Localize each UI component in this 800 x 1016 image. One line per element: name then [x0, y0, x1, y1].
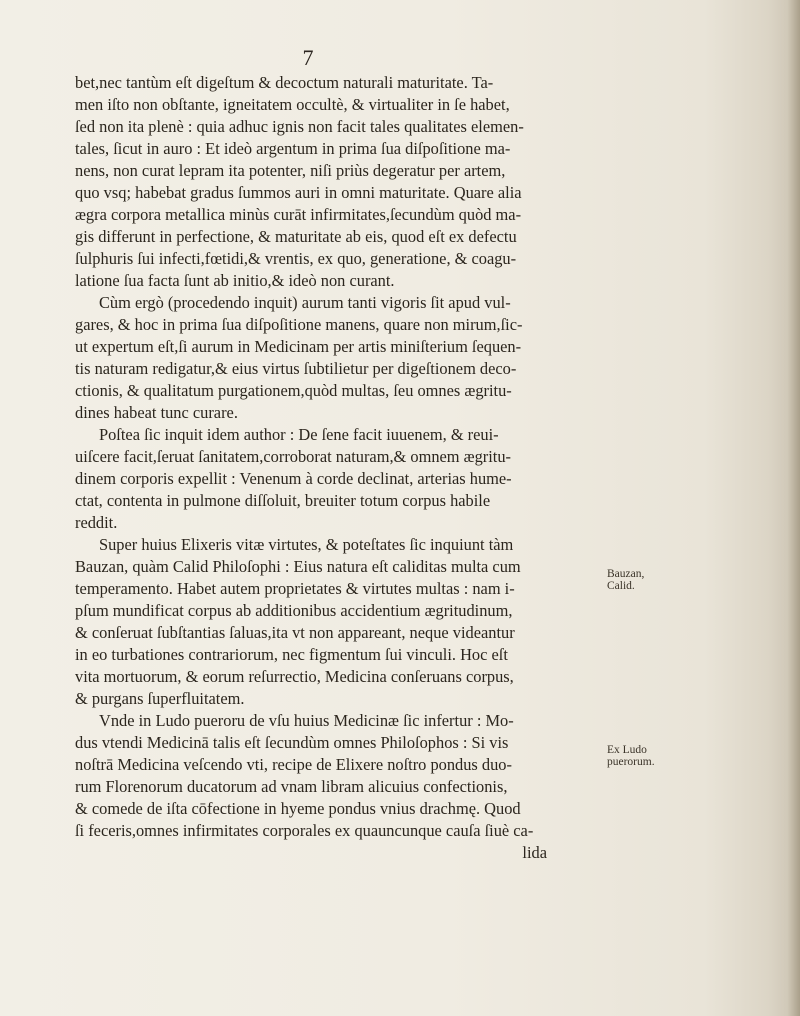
- text-line: Poſtea ſic inquit idem author : De ſene facit iuuenem, & reui-: [99, 425, 499, 444]
- text-line: Cùm ergò (procedendo inquit) aurum tanti vigoris ſit apud vul-: [99, 293, 511, 312]
- margin-note-line: puerorum.: [607, 756, 655, 768]
- text-line: Bauzan, quàm Calid Philoſophi : Eius natura eſt caliditas multa cum: [75, 557, 521, 576]
- text-line: men iſto non obſtante, igneitatem occultè, & virtualiter in ſe habet,: [75, 95, 510, 114]
- text-line: dines habeat tunc curare.: [75, 403, 238, 422]
- text-line: rum Florenorum ducatorum ad vnam libram alicuius confectionis,: [75, 777, 508, 796]
- text-line: ægra corpora metallica minùs curāt infirmitates,ſecundùm quòd ma-: [75, 205, 522, 224]
- body-text: [75, 72, 595, 864]
- page-number: 7: [302, 45, 314, 70]
- text-line: uiſcere facit,ſeruat ſanitatem,corroborat naturam,& omnem ægritu-: [75, 447, 512, 466]
- text-line: ſed non ita plenè : quia adhuc ignis non facit tales qualitates elemen-: [75, 117, 524, 136]
- text-line: tales, ſicut in auro : Et ideò argentum in prima ſua diſpoſitione ma-: [75, 139, 511, 158]
- text-line: & comede de iſta cōfectione in hyeme pondus vnius drachmę. Quod: [75, 799, 521, 818]
- catchword: lida: [522, 843, 547, 862]
- text-line: tis naturam redigatur,& eius virtus ſubtilietur per digeſtionem deco-: [75, 359, 517, 378]
- text-line: Vnde in Ludo pueroru de vſu huius Medicinæ ſic infertur : Mo-: [99, 711, 514, 730]
- text-line: quo vsq; habebat gradus ſummos auri in omni maturitate. Quare alia: [75, 183, 522, 202]
- text-line: ctionis, & qualitatum purgationem,quòd multas, ſeu omnes ægritu-: [75, 381, 512, 400]
- text-line: latione ſua facta ſunt ab initio,& ideò non curant.: [75, 271, 395, 290]
- text-line: gares, & hoc in prima ſua diſpoſitione manens, quare non mirum,ſic-: [75, 315, 523, 334]
- margin-note-line: Ex Ludo: [607, 744, 647, 756]
- margin-note-line: Bauzan,: [607, 568, 645, 580]
- text-line: reddit.: [75, 513, 118, 532]
- text-line: ut expertum eſt,ſi aurum in Medicinam per artis miniſterium ſequen-: [75, 337, 522, 356]
- margin-note-line: Calid.: [607, 580, 635, 592]
- text-line: ctat, contenta in pulmone diſſoluit, breuiter totum corpus habile: [75, 491, 491, 510]
- text-line: temperamento. Habet autem proprietates & virtutes multas : nam i-: [75, 579, 515, 598]
- margin-note-bauzan: [607, 568, 687, 592]
- page-edge: [788, 0, 800, 1016]
- text-line: gis differunt in perfectione, & maturitate ab eis, quod eſt ex defectu: [75, 227, 517, 246]
- text-line: dinem corporis expellit : Venenum à corde declinat, arterias hume-: [75, 469, 512, 488]
- text-line: & purgans ſuperfluitatem.: [75, 689, 245, 708]
- text-line: & conſeruat ſubſtantias ſaluas,ita vt non appareant, neque videantur: [75, 623, 515, 642]
- text-line: vita mortuorum, & eorum reſurrectio, Medicina conſeruans corpus,: [75, 667, 514, 686]
- text-line: Super huius Elixeris vitæ virtutes, & poteſtates ſic inquiunt tàm: [99, 535, 514, 554]
- text-line: bet,nec tantùm eſt digeſtum & decoctum naturali maturitate. Ta-: [75, 73, 494, 92]
- text-line: noſtrā Medicina veſcendo vti, recipe de Elixere noſtro pondus duo-: [75, 755, 512, 774]
- text-line: in eo turbationes contrariorum, nec figmentum ſui vinculi. Hoc eſt: [75, 645, 508, 664]
- text-line: ſi feceris,omnes infirmitates corporales ex quauncunque cauſa ſiuè ca-: [75, 821, 534, 840]
- text-line: dus vtendi Medicinā talis eſt ſecundùm omnes Philoſophos : Si vis: [75, 733, 509, 752]
- text-line: pſum mundificat corpus ab additionibus accidentium ægritudinum,: [75, 601, 513, 620]
- margin-note-ludo: [607, 744, 687, 768]
- text-line: ſulphuris ſui infecti,fœtidi,& vrentis, ex quo, generatione, & coagu-: [75, 249, 517, 268]
- text-line: nens, non curat lepram ita potenter, niſi priùs degeratur per artem,: [75, 161, 506, 180]
